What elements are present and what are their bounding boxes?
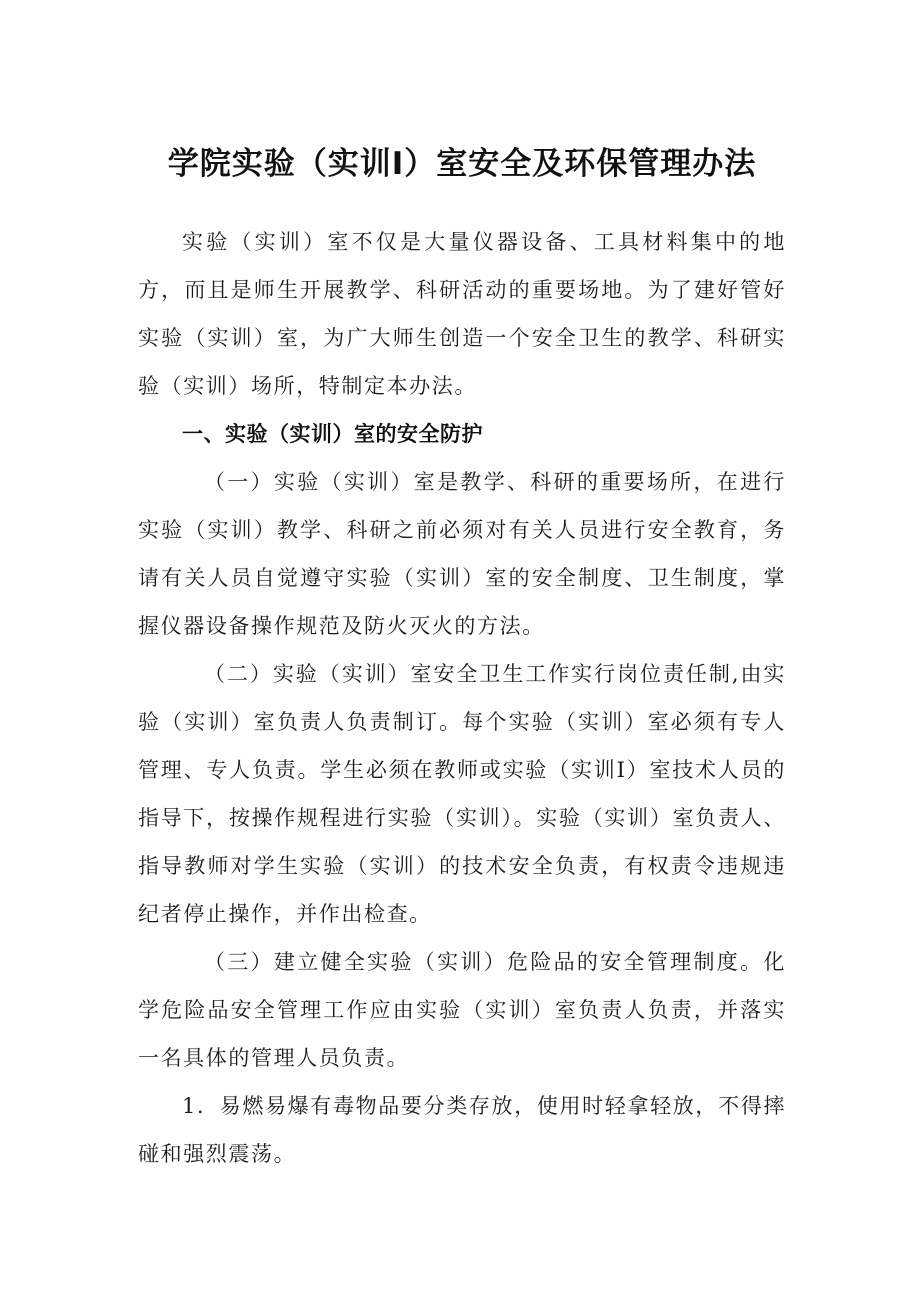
section-heading-safety-protection: 一、实验（实训）室的安全防护 <box>182 422 483 446</box>
clause-3-paragraph: （三）建立健全实验（实训）危险品的安全管理制度。化学危险品安全管理工作应由实验（实训）室负责人负责，并落实一名具体的管理人员负责。 <box>138 950 786 1070</box>
document-title: 学院实验（实训I）室安全及环保管理办法 <box>167 146 757 182</box>
document-body <box>138 218 786 1178</box>
clause-1-paragraph: （一）实验（实训）室是教学、科研的重要场所，在进行实验（实训）教学、科研之前必须对有关人员进行安全教育，务请有关人员自觉遵守实验（实训）室的安全制度、卫生制度，掌握仪器设备操作规范及防火灭火的方法。 <box>138 470 786 638</box>
clause-2-paragraph: （二）实验（实训）室安全卫生工作实行岗位责任制,由实验（实训）室负责人负责制订。每个实验（实训）室必须有专人管理、专人负责。学生必须在教师或实验（实训I）室技术人员的指导下，按操作规程进行实验（实训）。实验（实训）室负责人、指导教师对学生实验（实训）的技术安全负责，有权责令违规违纪者停止操作，并作出检查。 <box>138 662 786 926</box>
point-1-paragraph: 1．易燃易爆有毒物品要分类存放，使用时轻拿轻放，不得摔碰和强烈震荡。 <box>138 1094 786 1166</box>
intro-paragraph: 实验（实训）室不仅是大量仪器设备、工具材料集中的地方，而且是师生开展教学、科研活动的重要场地。为了建好管好实验（实训）室，为广大师生创造一个安全卫生的教学、科研实验（实训）场所，特制定本办法。 <box>138 230 786 398</box>
